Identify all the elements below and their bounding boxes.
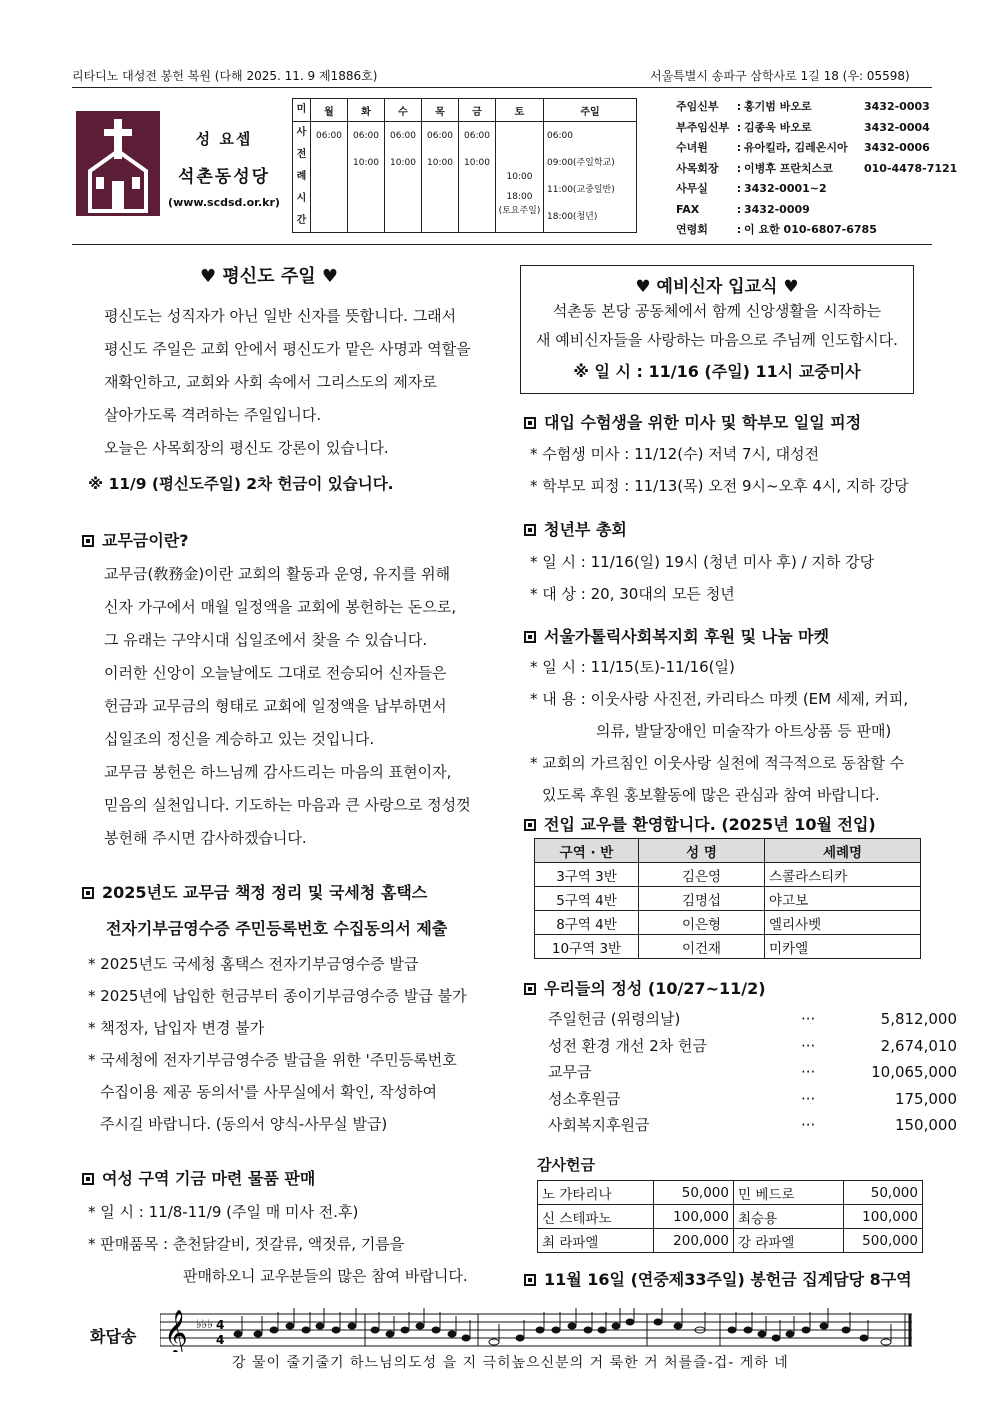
contact-colon: :	[736, 100, 742, 113]
square-bullet-icon	[82, 1173, 94, 1185]
day-header: 화	[348, 99, 385, 122]
fundraising-sale-body: * 일 시 : 11/8-11/9 (주일 매 미사 전.후) * 판매품목 : 춘천닭갈비, 젓갈류, 액젓류, 기름을 판매하오니 교우분들의 많은 참여 바랍니다.	[88, 1203, 468, 1285]
fundraising-sale-title: 여성 구역 기금 마련 물품 판매	[82, 1166, 315, 1189]
header-divider	[72, 87, 932, 88]
list-item: 성소후원금 ··· 175,000	[548, 1089, 957, 1108]
sat-times: 10:00 18:00 (토요주일)	[496, 122, 544, 233]
schedule-side-label: 사 전 례 시 간	[293, 122, 311, 233]
masthead-divider	[72, 244, 932, 245]
youth-assembly-body: * 일 시 : 11/16(일) 19시 (청년 미사 후) / 지하 강당 * 대 상 : 20, 30대의 모든 청년	[530, 553, 875, 603]
table-row: 최 라파엘 200,000 강 라파엘 500,000	[538, 1229, 923, 1253]
contact-name: 김종욱 바오로	[744, 120, 812, 134]
caritas-title: 서울가톨릭사회복지회 후원 및 나눔 마켓	[524, 624, 829, 647]
square-bullet-icon	[524, 1274, 536, 1286]
contact-row	[676, 200, 957, 221]
contact-role: FAX	[676, 202, 700, 216]
table-row: 노 가타리나 50,000 민 베드로 50,000	[538, 1181, 923, 1205]
contact-role: 부주임신부	[676, 120, 730, 134]
square-bullet-icon	[82, 535, 94, 547]
caritas-body: * 일 시 : 11/15(토)-11/16(일) * 내 용 : 이웃사랑 사진전, 카리타스 마켓 (EM 세제, 커피, 의류, 발달장애인 미술작가 아트상품 등 판매) * 교회의 가르침인 이웃사랑 실천에 적극적으로 동참할 수 있도록 후원 홍보활동에 많은 관심과 참여 바랍니다.	[530, 658, 909, 804]
psalm-lyrics: 강 물이 줄기줄기 하느님의도성 을 지 극히높으신분의 거 룩한 거 처를즐-겁- 게하 네	[232, 1355, 789, 1371]
day-header: 월	[311, 99, 348, 122]
contact-colon: :	[736, 223, 742, 236]
contact-colon: :	[736, 202, 742, 216]
contact-role: 사목회장	[676, 161, 719, 175]
offerings-list	[548, 1006, 957, 1139]
table-row: 5구역 4반 김명섭 야고보	[535, 887, 921, 911]
contact-colon: :	[736, 161, 742, 175]
table-row: 8구역 4반 이은형 엘리사벳	[535, 911, 921, 935]
newcomers-table	[534, 838, 921, 959]
tithe-body: 교무금(敎務金)이란 교회의 활동과 운영, 유지를 위해 신자 가구에서 매월 일정액을 교회에 봉헌하는 돈으로, 그 유래는 구약시대 십일조에서 찾을 수 있습니다. 이러한 신앙이 오늘날에도 그대로 전승되어 신자들은 헌금과 교무금의 형태로 교회에 일정액을 납부하면서 십일조의 정신을 계승하고 있는 것입니다. 교무금 봉헌은 하느님께 감사드리는 마음의 표현이자, 믿음의 실천입니다. 기도하는 마음과 큰 사랑으로 정성껏 봉헌해 주시면 감사하겠습니다.	[104, 565, 471, 847]
square-bullet-icon	[524, 417, 536, 429]
church-url[interactable]: (www.scdsd.or.kr)	[168, 196, 280, 209]
day-header: 토	[496, 99, 544, 122]
wed-times: 06:00 10:00	[385, 122, 422, 233]
music-staff-icon	[160, 1308, 915, 1352]
contact-role: 주임신부	[676, 100, 719, 113]
square-bullet-icon	[524, 524, 536, 536]
contact-colon: :	[736, 120, 742, 134]
contact-list	[676, 97, 957, 241]
square-bullet-icon	[524, 631, 536, 643]
counting-duty: 11월 16일 (연중제33주일) 봉헌금 집계담당 8구역	[524, 1267, 912, 1290]
newcomers-title: 전입 교우를 환영합니다. (2025년 10월 전입)	[524, 812, 876, 835]
exam-mass-body: * 수험생 미사 : 11/12(수) 저녁 7시, 대성전 * 학부모 피정 : 11/13(목) 오전 9시~오후 4시, 지하 강당	[530, 445, 909, 495]
thu-times: 06:00 10:00	[422, 122, 459, 233]
catechumen-box: ♥ 예비신자 입교식 ♥ 석촌동 본당 공동체에서 함께 신앙생활을 시작하는 새 예비신자들을 사랑하는 마음으로 주님께 인도합시다. ※ 일 시 : 11/16 (주일) 11시 교중미사	[520, 265, 914, 394]
mass-schedule-table	[292, 98, 637, 233]
list-item: 교무금 ··· 10,065,000	[548, 1063, 957, 1081]
contact-name: 유아킬라, 김레온시아	[744, 141, 848, 154]
day-header: 수	[385, 99, 422, 122]
svg-text:4: 4	[216, 1333, 225, 1347]
list-item: 주일헌금 (위령의날) ··· 5,812,000	[548, 1010, 957, 1028]
thanks-offering-title: 감사헌금	[537, 1156, 595, 1174]
contact-name: 3432-0001~2	[744, 182, 827, 195]
tue-times: 06:00 10:00	[348, 122, 385, 233]
mon-times: 06:00	[311, 122, 348, 233]
contact-row	[676, 97, 957, 118]
table-header-row: 구역 · 반 성 명 세례명	[535, 839, 921, 863]
contact-phone: 3432-0006	[864, 141, 930, 154]
contact-name: 홍기범 바오로	[744, 100, 812, 113]
list-item: 성전 환경 개선 2차 헌금 ··· 2,674,010	[548, 1036, 957, 1055]
contact-row	[676, 179, 957, 200]
second-collection-note: ※ 11/9 (평신도주일) 2차 헌금이 있습니다.	[88, 475, 394, 493]
fri-times: 06:00 10:00	[459, 122, 496, 233]
contact-phone: 3432-0003	[864, 100, 930, 113]
schedule-side-label: 미	[293, 99, 311, 122]
thanks-offering-table	[537, 1180, 923, 1253]
contact-role: 수녀원	[676, 141, 708, 154]
contact-row	[676, 118, 957, 139]
contact-role: 사무실	[676, 182, 708, 195]
youth-assembly-title: 청년부 총회	[524, 517, 627, 540]
contact-row	[676, 138, 957, 159]
exam-mass-title: 대입 수험생을 위한 미사 및 학부모 일일 피정	[524, 410, 861, 433]
square-bullet-icon	[82, 887, 94, 899]
square-bullet-icon	[524, 819, 536, 831]
contact-colon: :	[736, 141, 742, 154]
psalm-staff	[160, 1308, 915, 1352]
day-header: 주일	[544, 99, 637, 122]
church-name: 석촌동성당	[177, 167, 271, 187]
day-header: 목	[422, 99, 459, 122]
list-item: 사회복지후원금 ··· 150,000	[548, 1116, 957, 1134]
svg-text:♭♭♭: ♭♭♭	[196, 1317, 213, 1331]
contact-row	[676, 159, 957, 180]
contact-phone: 010-4478-7121	[864, 161, 958, 175]
contact-name: 이 요한 010-6807-6785	[744, 223, 877, 236]
laity-sunday-title: ♥ 평신도 주일 ♥	[200, 266, 339, 287]
table-row: 3구역 3반 김은영 스콜라스티카	[535, 863, 921, 887]
psalm-label: 화답송	[90, 1327, 137, 1346]
tithe-title: 교무금이란?	[82, 528, 189, 551]
contact-name: 3432-0009	[744, 202, 810, 216]
svg-text:𝄞: 𝄞	[164, 1310, 188, 1352]
sun-times: 06:00 09:00(주일학교) 11:00(교중일반) 18:00(청년)	[544, 122, 637, 233]
church-logo	[76, 111, 160, 216]
tax-receipt-title: 2025년도 교무금 책정 정리 및 국세청 홈택스	[82, 880, 427, 903]
church-patron: 성 요셉	[195, 130, 253, 148]
contact-phone: 3432-0004	[864, 120, 930, 134]
table-row: 신 스테파노 100,000 최승용 100,000	[538, 1205, 923, 1229]
church-cross-icon	[76, 111, 160, 216]
laity-sunday-body: 평신도는 성직자가 아닌 일반 신자를 뜻합니다. 그래서 평신도 주일은 교회 안에서 평신도가 맡은 사명과 역할을 재확인하고, 교회와 사회 속에서 그리스도의 제자로 살아가도록 격려하는 주일입니다. 오늘은 사목회장의 평신도 강론이 있습니다.	[104, 307, 471, 457]
contact-name: 이병후 프란치스코	[744, 161, 833, 175]
offerings-title: 우리들의 정성 (10/27~11/2)	[524, 976, 766, 999]
contact-role: 연령회	[676, 223, 708, 236]
tax-receipt-body: * 2025년도 국세청 홈택스 전자기부금영수증 발급 * 2025년에 납입한 헌금부터 종이기부금영수증 발급 불가 * 책정자, 납입자 변경 불가 * 국세청에 전자기부금영수증 발급을 위한 '주민등록번호 수집이용 제공 동의서'를 사무실에서 확인, 작성하여 주시길 바랍니다. (동의서 양식-사무실 발급)	[88, 955, 467, 1133]
day-header: 금	[459, 99, 496, 122]
tax-receipt-title-2: 전자기부금영수증 주민등록번호 수집동의서 제출	[106, 919, 448, 938]
contact-row	[676, 220, 957, 241]
issue-info: 리타디노 대성전 봉헌 복원 (다해 2025. 11. 9 제1886호)	[72, 69, 378, 83]
svg-text:4: 4	[216, 1318, 225, 1332]
contact-colon: :	[736, 182, 742, 195]
church-address: 서울특별시 송파구 삼학사로 1길 18 (우: 05598)	[650, 69, 910, 83]
table-row: 10구역 3반 이건재 미카엘	[535, 935, 921, 959]
square-bullet-icon	[524, 983, 536, 995]
